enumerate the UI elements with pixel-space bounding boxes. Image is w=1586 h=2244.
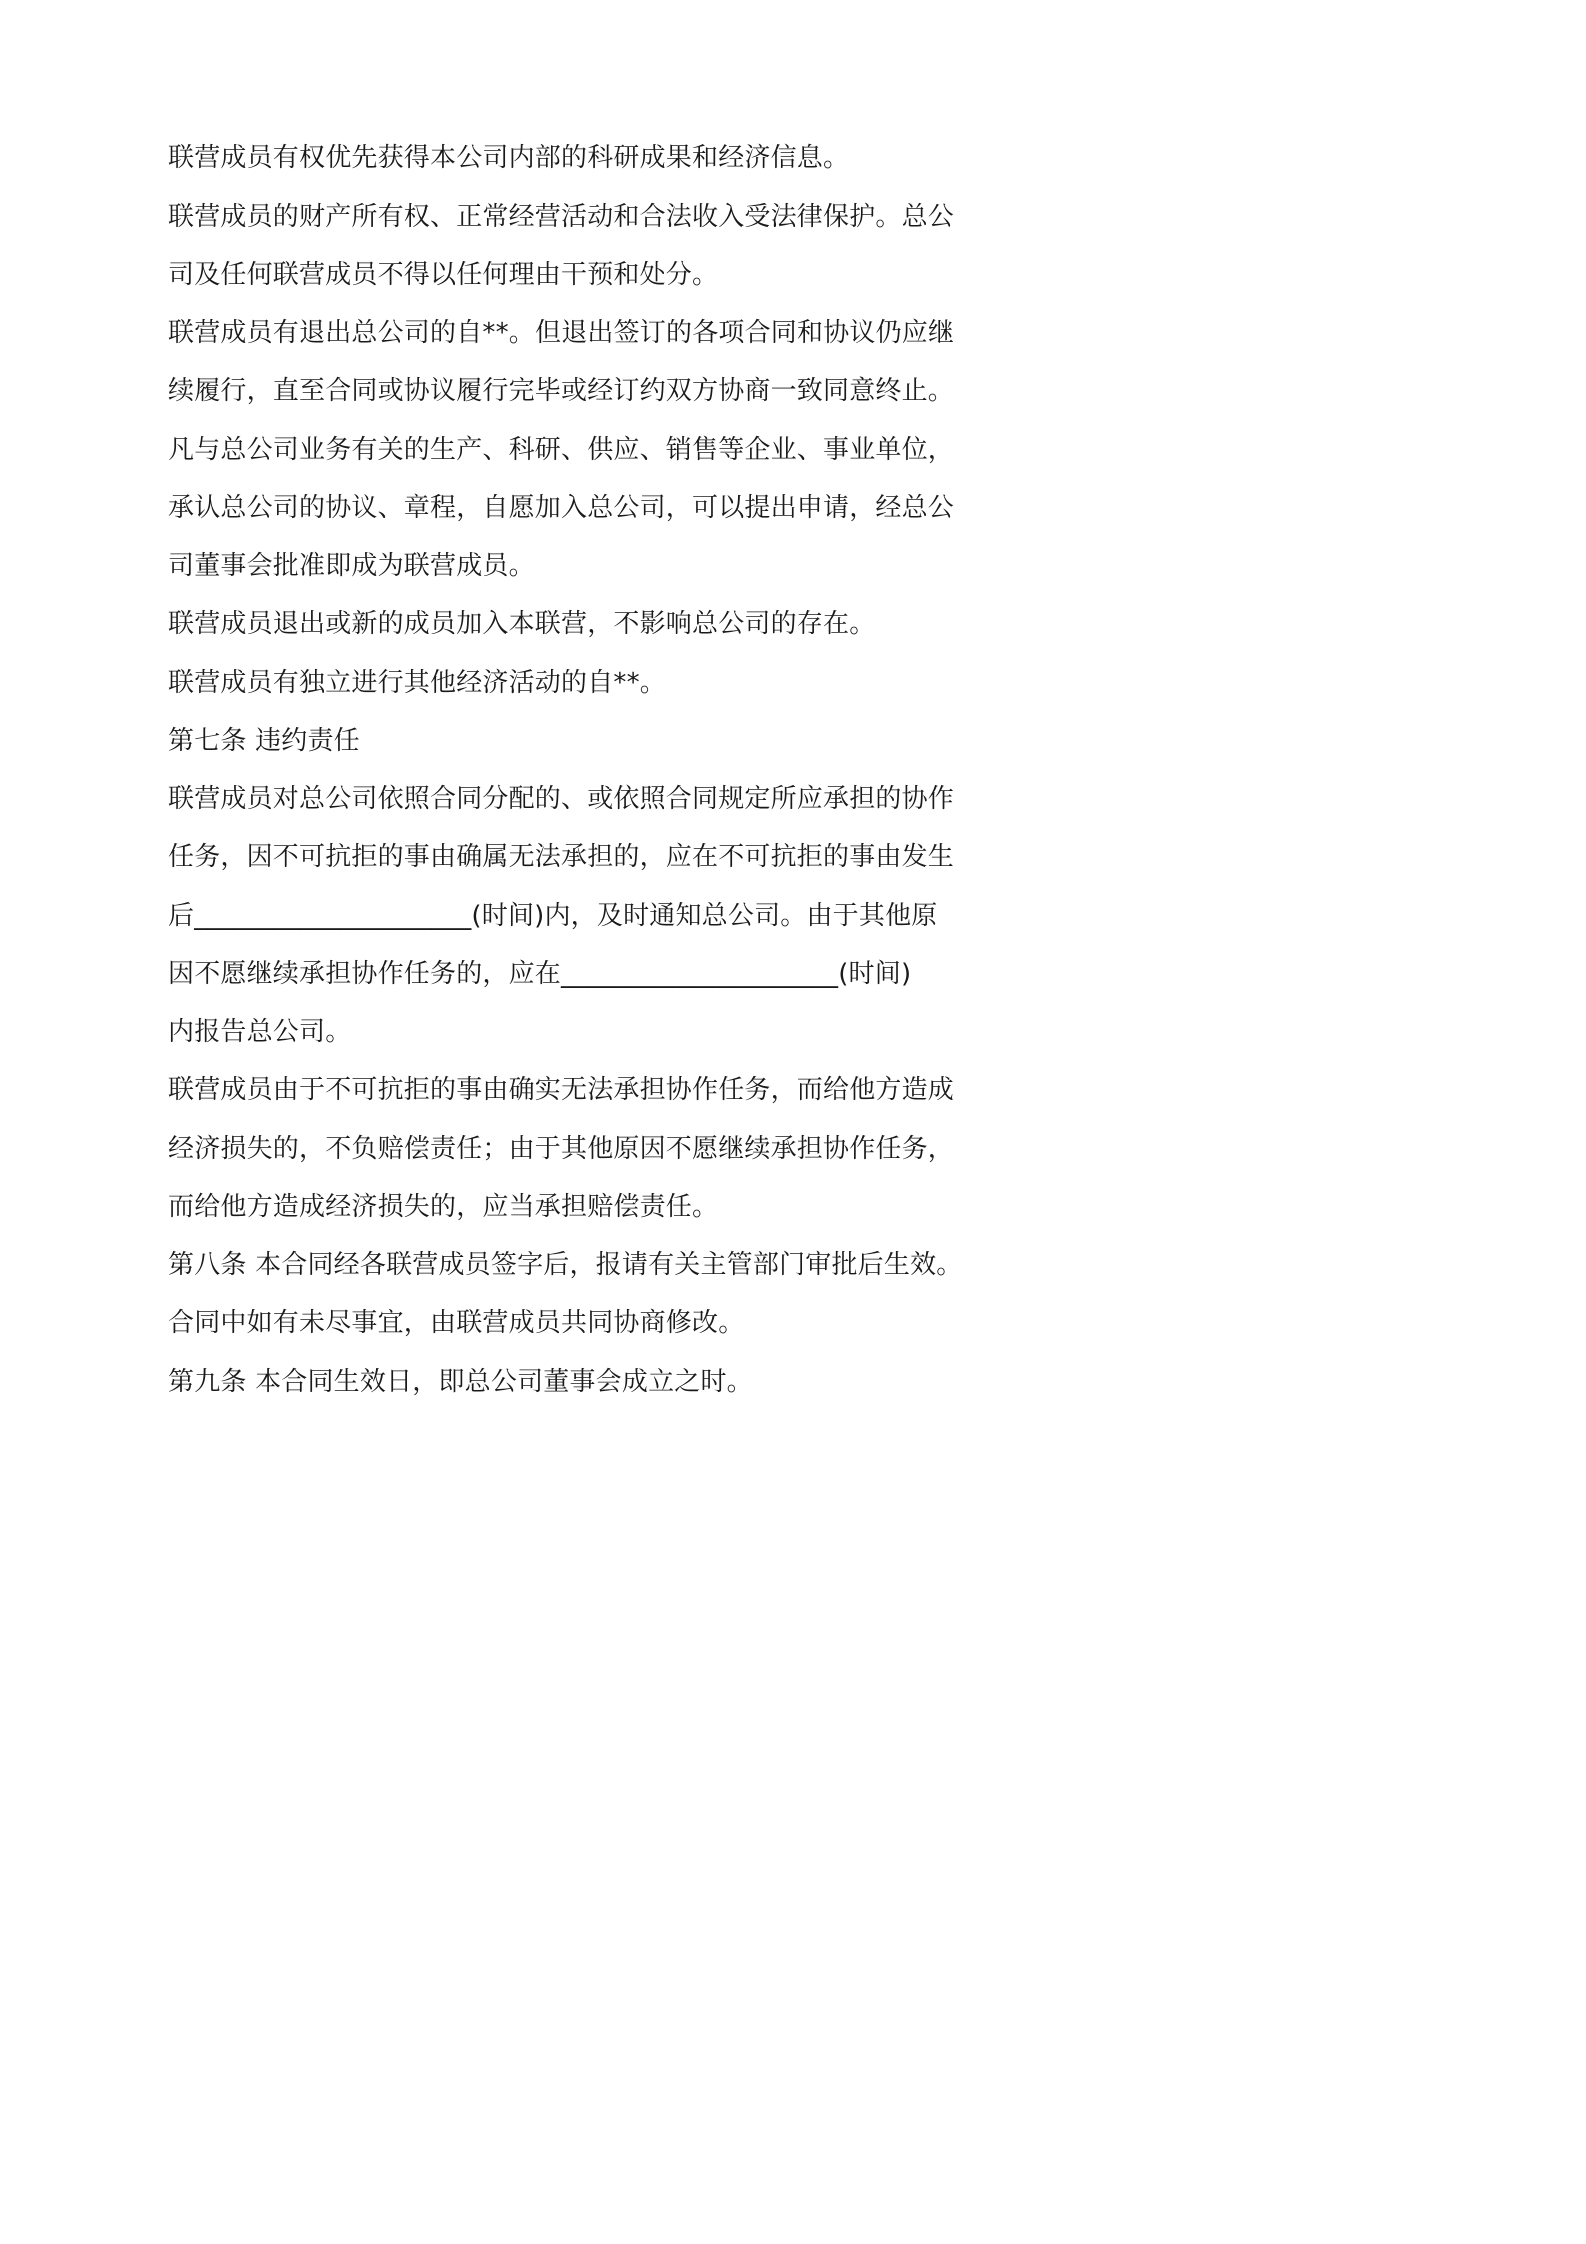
paragraph-line: 凡与总公司业务有关的生产、科研、供应、销售等企业、事业单位， [168, 435, 955, 465]
paragraph-line: 续履行，直至合同或协议履行完毕或经订约双方协商一致同意终止。 [168, 376, 955, 406]
paragraph-line: 联营成员的财产所有权、正常经营活动和合法收入受法律保护。总公 [168, 202, 955, 232]
paragraph-line: 承认总公司的协议、章程，自愿加入总公司，可以提出申请，经总公 [168, 493, 955, 523]
section-heading-article-8: 第八条 本合同经各联营成员签字后，报请有关主管部门审批后生效。 [168, 1250, 963, 1280]
paragraph-line-blank-field: 因不愿继续承担协作任务的，应在_____________________(时间) [168, 959, 912, 989]
section-heading-article-7: 第七条 违约责任 [168, 726, 360, 756]
paragraph-line: 内报告总公司。 [168, 1017, 352, 1047]
document-page [0, 0, 1101, 1558]
paragraph-line: 司及任何联营成员不得以任何理由干预和处分。 [168, 260, 719, 290]
paragraph-line: 联营成员由于不可抗拒的事由确实无法承担协作任务，而给他方造成 [168, 1075, 955, 1105]
paragraph-line: 合同中如有未尽事宜，由联营成员共同协商修改。 [168, 1308, 745, 1338]
paragraph-line: 联营成员有退出总公司的自**。但退出签订的各项合同和协议仍应继 [168, 318, 955, 348]
paragraph-line: 司董事会批准即成为联营成员。 [168, 551, 535, 581]
paragraph-line: 联营成员有权优先获得本公司内部的科研成果和经济信息。 [168, 143, 850, 173]
paragraph-line-blank-field: 后_____________________(时间)内，及时通知总公司。由于其他原 [168, 901, 938, 931]
paragraph-line: 联营成员退出或新的成员加入本联营，不影响总公司的存在。 [168, 609, 876, 639]
paragraph-line: 经济损失的，不负赔偿责任；由于其他原因不愿继续承担协作任务， [168, 1134, 955, 1164]
paragraph-line: 联营成员对总公司依照合同分配的、或依照合同规定所应承担的协作 [168, 784, 955, 814]
section-heading-article-9: 第九条 本合同生效日，即总公司董事会成立之时。 [168, 1367, 753, 1397]
paragraph-line: 任务，因不可抗拒的事由确属无法承担的，应在不可抗拒的事由发生 [168, 842, 955, 872]
paragraph-line: 而给他方造成经济损失的，应当承担赔偿责任。 [168, 1192, 719, 1222]
paragraph-line: 联营成员有独立进行其他经济活动的自**。 [168, 668, 667, 698]
